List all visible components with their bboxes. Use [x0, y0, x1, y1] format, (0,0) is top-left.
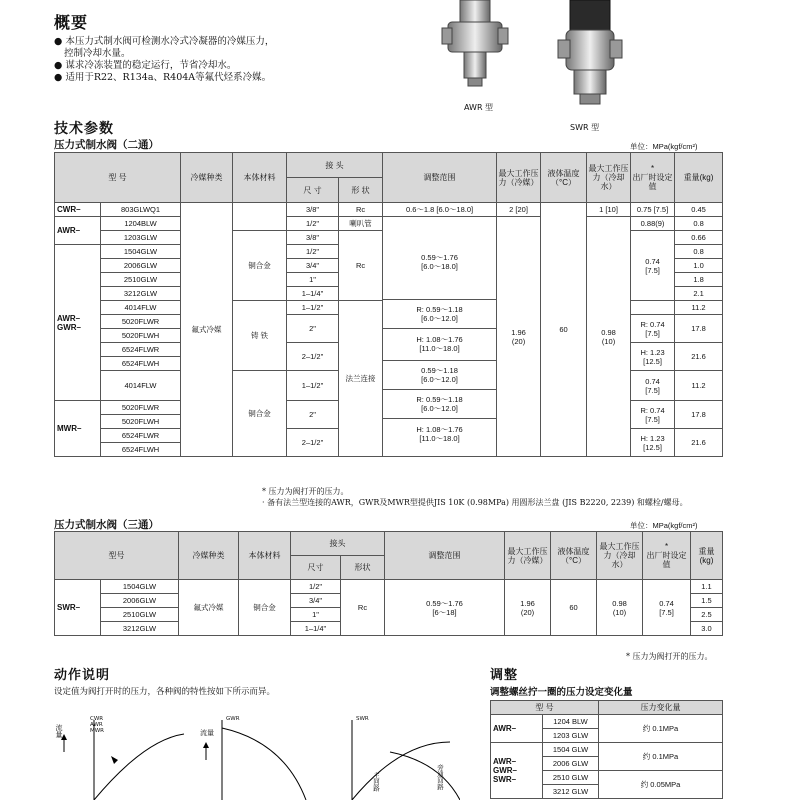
weight-cell: 3.0: [691, 622, 723, 636]
maxref-main: 1.96 (20): [497, 217, 541, 457]
range-r: R: 0.59～1.18 [6.0～12.0]: [383, 300, 496, 329]
model-row: 5020FLWR: [101, 401, 181, 415]
model-row: 4014FLW: [101, 371, 181, 401]
tech-subtitle: 压力式制水阀（二通）: [54, 139, 159, 151]
spec-table-3way: [54, 531, 723, 636]
model-row: 6524FLWR: [101, 429, 181, 443]
hdr-liquid-temp: 液体温度（°C）: [541, 153, 587, 203]
tech-note-2: · 备有法兰型连接的AWR，GWR及MWR型提供JIS 10K (0.98MPa) 用圆形法兰盘 (JIS B2220, 2239) 和螺栓/螺母。: [262, 498, 688, 507]
series-mwr: MWR–: [55, 401, 101, 457]
shape-flange: 法兰连接: [339, 301, 383, 457]
model-row: 5020FLWR: [101, 315, 181, 329]
model-row: 6524FLWH: [101, 357, 181, 371]
adjust-hdr-model: 型 号: [491, 701, 599, 715]
model-row: 4014FLW: [101, 301, 181, 315]
range-3w: 0.59～1.76 [6～18]: [385, 580, 505, 636]
size-cell: 1–1/2": [287, 371, 339, 401]
hdr-factory: * 出厂时设定值: [631, 153, 675, 203]
refrigerant-3w: 氟式冷媒: [179, 580, 239, 636]
hdr-weight: 重量(kg): [675, 153, 723, 203]
model-row: 2006GLW: [101, 259, 181, 273]
adjust-awr: AWR–: [491, 715, 543, 743]
model-row: 5020FLWH: [101, 415, 181, 429]
hdr-material-3w: 本体材料: [239, 532, 291, 580]
material-copper-1: [233, 203, 287, 231]
hdr-max-ref-3w: 最大工作压力（冷媒）: [505, 532, 551, 580]
range-r-2: R: 0.59～1.18 [6.0～12.0]: [383, 390, 496, 419]
factory-3w: 0.74 [7.5]: [643, 580, 691, 636]
adjust-subtitle: 调整螺丝拧一圈的压力设定变化量: [490, 687, 633, 698]
size-cell: 1": [291, 608, 341, 622]
chart3-right: 旁通回路: [436, 764, 444, 790]
hdr-shape: 形 状: [339, 178, 383, 203]
factory-main: 0.74 [7.5]: [631, 231, 675, 301]
size-cell: 1–1/4": [287, 287, 339, 301]
chart2-tag: GWR: [226, 716, 240, 722]
size-cell: 3/4": [291, 594, 341, 608]
hdr-refrigerant: 冷媒种类: [181, 153, 233, 203]
chart3-tag: SWR: [356, 716, 369, 722]
adjust-change-awr: 约 0.1MPa: [599, 715, 723, 743]
size-cell: 2–1/2": [287, 343, 339, 371]
weight-cell: 1.0: [675, 259, 723, 273]
swr-valve-image: [556, 0, 626, 120]
refrigerant-cell: 氟式冷媒: [181, 203, 233, 457]
size-cell: 1–1/4": [291, 622, 341, 636]
shape-horn: 喇叭管: [339, 217, 383, 231]
tech-unit: 单位：MPa(kgf/cm²): [630, 142, 698, 151]
maxref-cwr: 2 [20]: [497, 203, 541, 217]
size-cell: 3/8": [287, 203, 339, 217]
adjust-hdr-change: 压力变化量: [599, 701, 723, 715]
weight-cell: 0.8: [675, 217, 723, 231]
adjust-model: 1203 GLW: [543, 729, 599, 743]
model-row: 6524FLWR: [101, 343, 181, 357]
adjust-model: 2510 GLW: [543, 771, 599, 785]
hdr-max-water-3w: 最大工作压力（冷却水）: [597, 532, 643, 580]
weight-cell: 11.2: [675, 371, 723, 401]
range-main: 0.59～1.76 [6.0～18.0]: [383, 225, 496, 300]
adjust-multi: AWR– GWR– SWR–: [491, 743, 543, 799]
adjust-change-multi-1: 约 0.1MPa: [599, 743, 723, 771]
chart1-tag: CWR AWR MWR: [90, 716, 105, 734]
hdr-model-3w: 型号: [55, 532, 179, 580]
material-3w: 铜合金: [239, 580, 291, 636]
hdr-shape-3w: 形状: [341, 556, 385, 580]
hdr-factory-3w: * 出厂时设定值: [643, 532, 691, 580]
size-cell: 1–1/2": [287, 301, 339, 315]
model-row: 1504GLW: [101, 245, 181, 259]
adjust-change-multi-2: 约 0.05MPa: [599, 771, 723, 799]
range-cwr: 0.6～1.8 [6.0～18.0]: [383, 203, 497, 217]
overview-title: 概要: [54, 13, 89, 32]
factory-4014: 0.74 [7.5]: [631, 371, 675, 401]
weight-cell: 17.8: [675, 315, 723, 343]
threeway-subtitle: 压力式制水阀（三通）: [54, 519, 159, 531]
material-copper-2: 铜合金: [233, 231, 287, 301]
model-row: 5020FLWH: [101, 329, 181, 343]
action-chart-1: [54, 712, 194, 800]
hdr-weight-3w: 重量(kg): [691, 532, 723, 580]
hdr-model: 型 号: [55, 153, 181, 203]
size-cell: 2–1/2": [287, 429, 339, 457]
model-row: 1504GLW: [101, 580, 179, 594]
size-cell: 2": [287, 315, 339, 343]
series-swr: SWR–: [55, 580, 101, 636]
threeway-note: * 压力为阀打开的压力。: [626, 652, 713, 661]
shape-3w: Rc: [341, 580, 385, 636]
weight-cell: 0.45: [675, 203, 723, 217]
chart2-ylabel: 流量: [200, 729, 214, 737]
model-row: 3212GLW: [101, 622, 179, 636]
hdr-max-ref: 最大工作压力（冷媒）: [497, 153, 541, 203]
weight-cell: 1.5: [691, 594, 723, 608]
shape-rc-2: Rc: [339, 231, 383, 301]
weight-cell: 11.2: [675, 301, 723, 315]
hdr-joint-3w: 接头: [291, 532, 385, 556]
material-copper-3: 铜合金: [233, 371, 287, 457]
factory-h: H: 1.23 [12.5]: [631, 343, 675, 371]
factory-h-2: H: 1.23 [12.5]: [631, 429, 675, 457]
weight-cell: 21.6: [675, 343, 723, 371]
model-row: 1203GLW: [101, 231, 181, 245]
bullet-3: ● 适用于R22、R134a、R404A等氟代烃系冷媒。: [54, 72, 272, 83]
liquid-temp-cell: 60: [541, 203, 587, 457]
tech-title: 技术参数: [54, 121, 114, 137]
factory-1204: 0.88(9): [631, 217, 675, 231]
adjust-model: 1204 BLW: [543, 715, 599, 729]
weight-cell: 2.5: [691, 608, 723, 622]
hdr-size-3w: 尺寸: [291, 556, 341, 580]
range-4014: 0.59～1.18 [6.0～12.0]: [383, 361, 496, 390]
weight-cell: 21.6: [675, 429, 723, 457]
model-row: 2510GLW: [101, 273, 181, 287]
model-row: 803GLWQ1: [101, 203, 181, 217]
size-cell: 1/2": [287, 245, 339, 259]
adjust-table: [490, 700, 723, 799]
action-chart-2: [194, 712, 314, 800]
bullet-1b: 控制冷却水量。: [64, 48, 131, 59]
material-iron: 铸 铁: [233, 301, 287, 371]
model-row: 2510GLW: [101, 608, 179, 622]
spec-table-2way: [54, 152, 723, 457]
maxwater-main: 0.98 (10): [587, 217, 631, 457]
series-awr: AWR–: [55, 217, 101, 245]
hdr-refrigerant-3w: 冷媒种类: [179, 532, 239, 580]
maxwater-cwr: 1 [10]: [587, 203, 631, 217]
adjust-title: 调整: [490, 668, 519, 683]
tech-note-1: * 压力为阀打开的压力。: [262, 487, 349, 496]
maxwater-3w: 0.98 (10): [597, 580, 643, 636]
hdr-max-water: 最大工作压力（冷却水）: [587, 153, 631, 203]
factory-cwr: 0.75 [7.5]: [631, 203, 675, 217]
size-cell: 1/2": [291, 580, 341, 594]
hdr-size: 尺 寸: [287, 178, 339, 203]
size-cell: 1/2": [287, 217, 339, 231]
size-cell: 3/8": [287, 231, 339, 245]
awr-label: AWR 型: [464, 103, 494, 112]
overview-bullets: [54, 36, 384, 84]
size-cell: 3/4": [287, 259, 339, 273]
weight-cell: 0.66: [675, 231, 723, 245]
hdr-joint: 接 头: [287, 153, 383, 178]
weight-cell: 0.8: [675, 245, 723, 259]
hdr-range-3w: 调整范围: [385, 532, 505, 580]
adjust-model: 2006 GLW: [543, 757, 599, 771]
chart1-ylabel: 流量: [55, 724, 63, 738]
bullet-2: ● 谋求冷冻装置的稳定运行，节省冷却水。: [54, 60, 237, 71]
range-group: [383, 217, 497, 457]
size-cell: 2": [287, 401, 339, 429]
chart3-left: 主回路: [372, 772, 380, 792]
factory-blank: [631, 301, 675, 315]
factory-r-2: R: 0.74 [7.5]: [631, 401, 675, 429]
hdr-liquid-3w: 液体温度（°C）: [551, 532, 597, 580]
weight-cell: 17.8: [675, 401, 723, 429]
series-cwr: CWR–: [55, 203, 101, 217]
bullet-1: ● 本压力式制水阀可检测水冷式冷凝器的冷媒压力，: [54, 36, 275, 47]
weight-cell: 1.1: [691, 580, 723, 594]
action-title: 动作说明: [54, 668, 111, 683]
liquid-3w: 60: [551, 580, 597, 636]
model-row: 1204BLW: [101, 217, 181, 231]
model-row: 2006GLW: [101, 594, 179, 608]
adjust-model: 1504 GLW: [543, 743, 599, 757]
maxref-3w: 1.96 (20): [505, 580, 551, 636]
range-h: H: 1.08～1.76 [11.0～18.0]: [383, 329, 496, 361]
awr-valve-image: [440, 0, 510, 100]
threeway-unit: 单位：MPa(kgf/cm²): [630, 521, 698, 530]
swr-label: SWR 型: [570, 123, 600, 132]
action-desc: 设定值为阀打开时的压力，各种阀的特性按如下所示而异。: [54, 687, 276, 697]
model-row: 3212GLW: [101, 287, 181, 301]
size-cell: 1": [287, 273, 339, 287]
model-row: 6524FLWH: [101, 443, 181, 457]
shape-rc-1: Rc: [339, 203, 383, 217]
hdr-material: 本体材料: [233, 153, 287, 203]
adjust-model: 3212 GLW: [543, 785, 599, 799]
factory-r: R: 0.74 [7.5]: [631, 315, 675, 343]
series-awr-gwr: AWR– GWR–: [55, 245, 101, 401]
weight-cell: 1.8: [675, 273, 723, 287]
hdr-range: 调整范围: [383, 153, 497, 203]
range-h-2: H: 1.08～1.76 [11.0～18.0]: [416, 424, 463, 443]
weight-cell: 2.1: [675, 287, 723, 301]
